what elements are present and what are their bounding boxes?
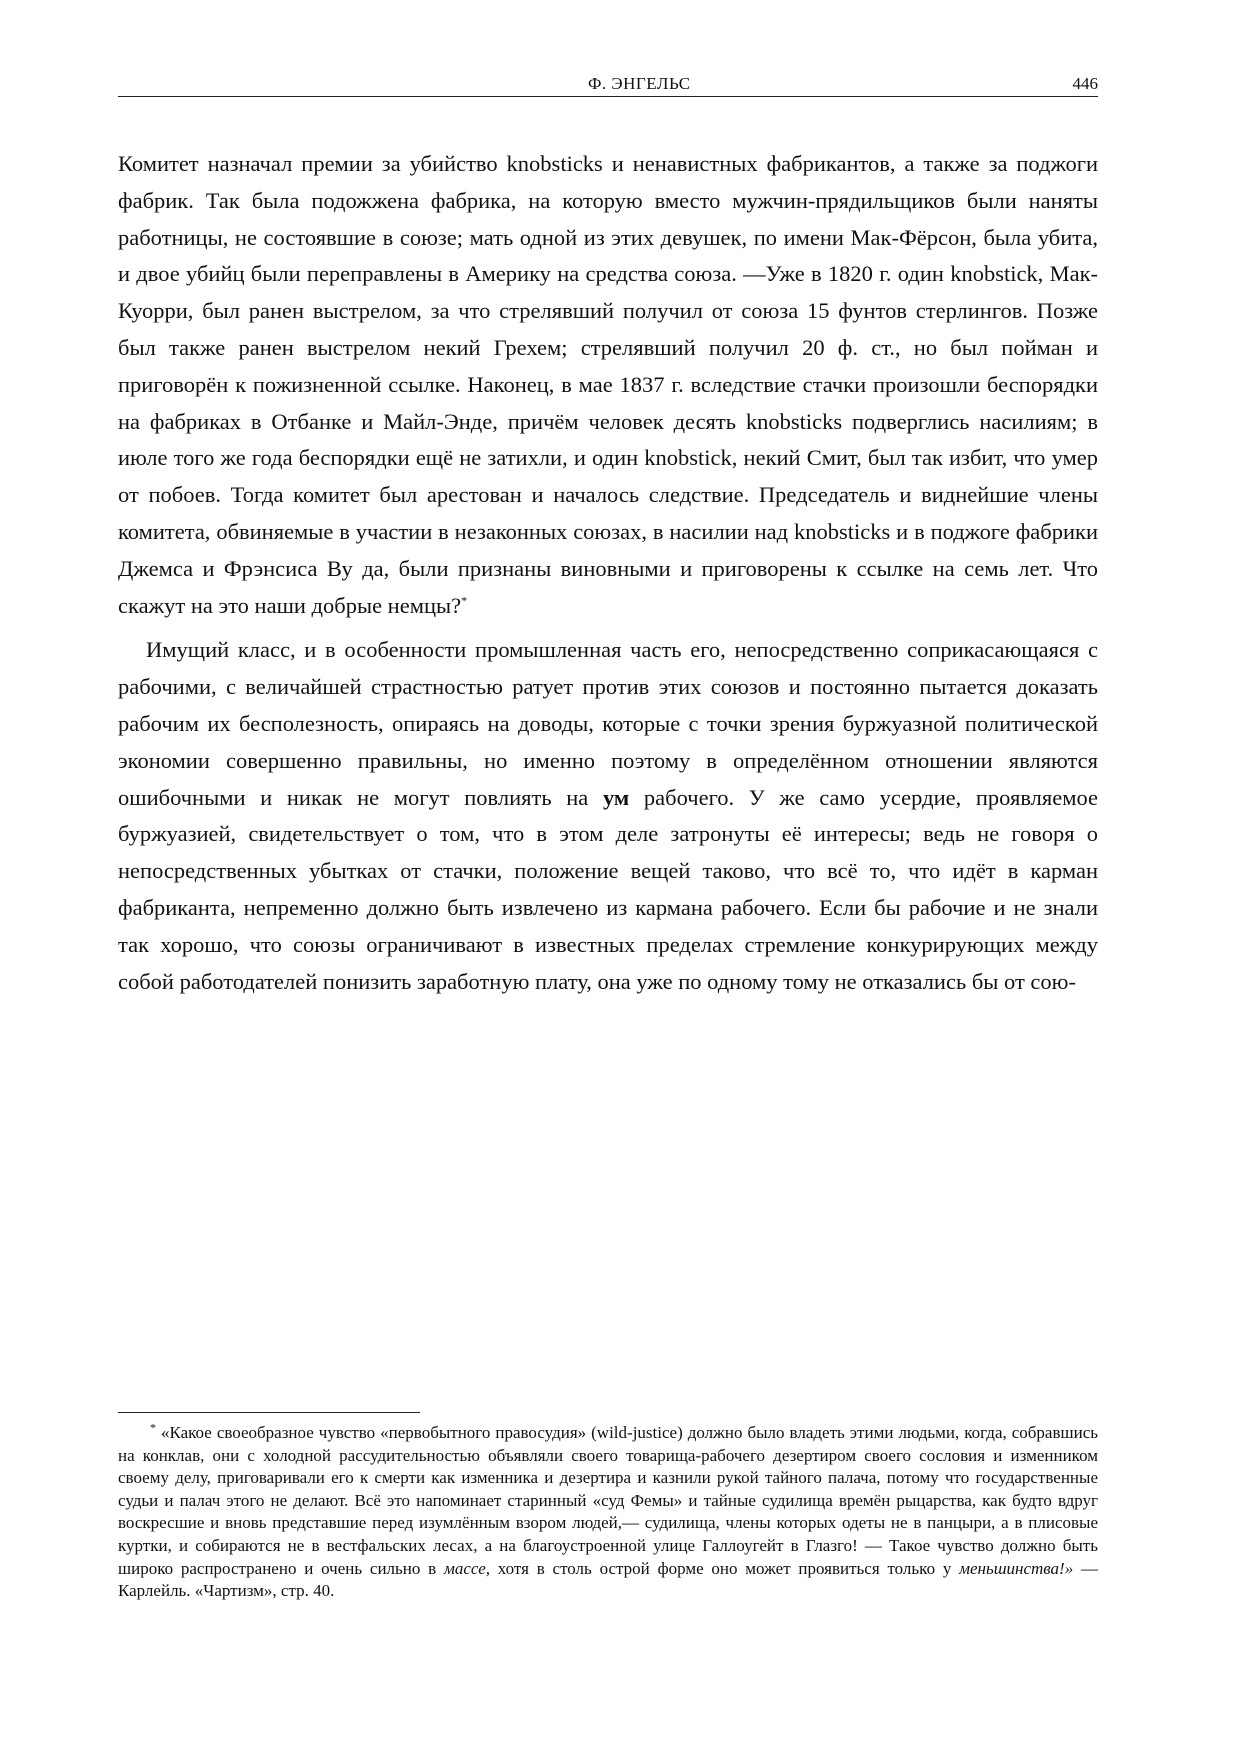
- footnote-text-1: «Какое своеобразное чувство «первобытного правосудия» (wild-justice) должно было владеть этими людьми, когда, собравшись на конклав, они с холодной рассудительностью объявляли своего товарища-рабочего дезертиром своего сословия и изменником своему делу, приговаривали его к смерти как изменника и дезертира и казнили рукой тайного палача, потому что государственные судьи и палач этого не делают. Всё это напоминает старинный «суд Фемы» и тайные судилища времён рыцарства, как будто вдруг воскресшие и вновь представшие перед изумлённым взором людей,— судилища, члены которых одеты не в панцыри, а в плисовые куртки, и собираются не в вестфальских лесах, а на благоустроенной улице Галлоугейт в Глазго! — Такое чувство должно быть широко распространено и очень сильно в: [118, 1423, 1098, 1578]
- footnote-italic-1: массе,: [443, 1558, 490, 1578]
- running-head-author: Ф. ЭНГЕЛЬС: [588, 74, 691, 93]
- paragraph-2-text-a: Имущий класс, и в особенности промышленная часть его, непосредственно соприкасающаяся с рабочими, с величайшей страстностью ратует против этих союзов и постоянно пытается доказать рабочим их бесполезность, опираясь на доводы, которые с точки зрения буржуазной политической экономии совершенно правильны, но именно поэтому в определённом отношении являются ошибочными и никак не могут повлиять на: [118, 637, 1098, 810]
- footnote-mark: *: [150, 1420, 156, 1435]
- main-text: [118, 146, 1098, 1000]
- paragraph-2-bold-word: ум: [602, 784, 630, 810]
- footnote: [118, 1422, 1098, 1603]
- footnote-italic-2: меньшинства!»: [959, 1558, 1074, 1578]
- footnote-text-3: — Карлейль. «Чартизм», стр. 40.: [118, 1558, 1099, 1601]
- paragraph-1: [118, 146, 1098, 624]
- paragraph-2: [118, 632, 1098, 1000]
- footnote-reference[interactable]: *: [461, 593, 468, 608]
- footnote-divider: [118, 1412, 420, 1413]
- page-number: 446: [1072, 74, 1098, 93]
- running-head: [118, 74, 1098, 97]
- footnote-text-2: хотя в столь острой форме оно может проявиться только у: [490, 1558, 960, 1578]
- paragraph-2-text-b: рабочего. У же само усердие, проявляемое буржуазией, свидетельствует о том, что в этом деле затронуты её интересы; ведь не говоря о непосредственных убытках от стачки, положение вещей таково, что всё то, что идёт в карман фабриканта, непременно должно быть извлечено из кармана рабочего. Если бы рабочие и не знали так хорошо, что союзы ограничивают в известных пределах стремление конкурирующих между собой работодателей понизить заработную плату, она уже по одному тому не отказались бы от сою-: [118, 784, 1098, 994]
- paragraph-1-text: Комитет назначал премии за убийство knobsticks и ненавистных фабрикантов, а также за поджоги фабрик. Так была подожжена фабрика, на которую вместо мужчин-прядильщиков были наняты работницы, не состоявшие в союзе; мать одной из этих девушек, по имени Мак-Фёрсон, была убита, и двое убийц были переправлены в Америку на средства союза. —Уже в 1820 г. один knobstick, Мак-Куорри, был ранен выстрелом, за что стрелявший получил от союза 15 фунтов стерлингов. Позже был также ранен выстрелом некий Грехем; стрелявший получил 20 ф. ст., но был пойман и приговорён к пожизненной ссылке. Наконец, в мае 1837 г. вследствие стачки произошли беспорядки на фабриках в Отбанке и Майл-Энде, причём человек десять knobsticks подверглись насилиям; в июле того же года беспорядки ещё не затихли, и один knobstick, некий Смит, был так избит, что умер от побоев. Тогда комитет был арестован и началось следствие. Председатель и виднейшие члены комитета, обвиняемые в участии в незаконных союзах, в насилии над knobsticks и в поджоге фабрики Джемса и Фрэнсиса Ву да, были признаны виновными и приговорены к ссылке на семь лет. Что скажут на это наши добрые немцы?: [118, 151, 1098, 618]
